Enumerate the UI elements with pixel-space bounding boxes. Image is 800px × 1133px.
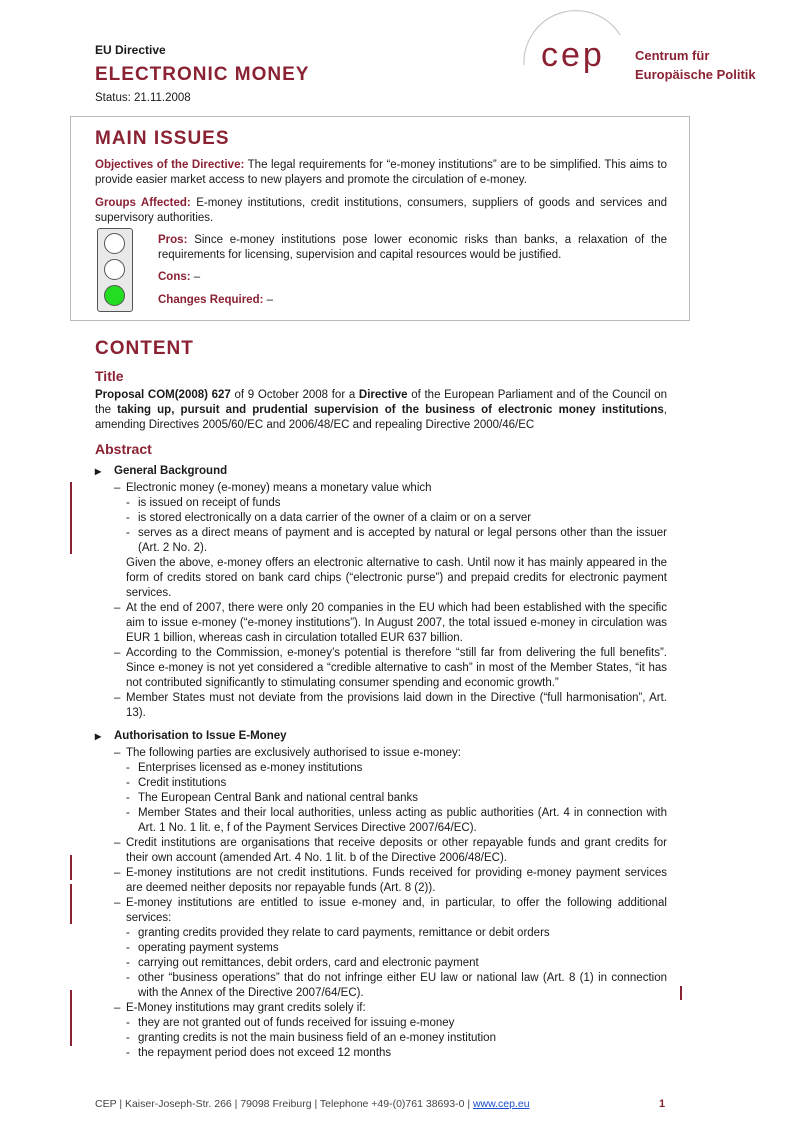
list-item: – At the end of 2007, there were only 20 companies in the EU which had been established with the specific aim to issue e-money (“e-money institutions”). In August 2007, the total issued e-money in circulation was EUR 1 billion, whereas cash in circulation totalled EUR 637 billion. [95,601,667,646]
cons-label: Cons: [158,271,191,283]
abstract-body [95,464,667,1061]
footer-address: CEP | Kaiser-Joseph-Str. 266 | 79098 Freiburg | Telephone +49-(0)761 38693-0 | [95,1098,473,1110]
section-heading-general-background: ▸ General Background [95,464,667,479]
changes-label: Changes Required: [158,294,264,306]
sub-list-item: - granting credits provided they relate to card payments, remittance or debit orders [95,926,667,941]
continuation-paragraph: Given the above, e-money offers an electronic alternative to cash. Until now it has mainly appeared in the form of credits stored on bank card chips (“electronic purse”) and prepaid credits for electronic payment services. [126,557,667,599]
header-kicker: EU Directive [95,43,166,57]
change-bar [680,986,682,1000]
change-bar [70,990,72,1046]
proposal-text-3: , amending Directives 2005/60/EC and 2006/48/EC and repealing Directive 2000/46/EC [95,404,667,431]
footer [95,1098,530,1110]
cons-line [158,271,200,283]
logo-name-line1: Centrum für [635,48,710,63]
pros-text: Since e-money institutions pose lower economic risks than banks, a relaxation of the requirements for licensing, supervision and capital resources would be justified. [158,234,667,261]
content-title: CONTENT [95,338,194,359]
sub-list-item: - Enterprises licensed as e-money institutions [95,761,667,776]
pros-paragraph [158,233,667,263]
sub-list-item: - serves as a direct means of payment and is accepted by natural or legal persons other than the issuer (Art. 2 No. 2). [95,526,667,556]
footer-website-link[interactable]: www.cep.eu [472,1098,530,1110]
objectives-text: The legal requirements for “e-money institutions” are to be simplified. This aims to provide easier market access to new players and promote the circulation of e-money. [95,159,667,186]
section-heading-authorisation: ▸ Authorisation to Issue E-Money [95,729,667,744]
sub-list-item: - other “business operations” that do not infringe either EU law or national law (Art. 8 (1) in connection with the Annex of the Directive 2007/64/EC). [95,971,667,1001]
traffic-light-red-lamp [104,233,125,254]
logo-name-line2: Europäische Politik [635,67,756,82]
objectives-label: Objectives of the Directive: [95,159,245,171]
list-item: – E-money institutions are not credit institutions. Funds received for providing e-money payment services are deemed neither deposits nor repayable funds (Art. 8 (2)). [95,866,667,896]
groups-label: Groups Affected: [95,197,191,209]
sub-list-item: - operating payment systems [95,941,667,956]
groups-text: E-money institutions, credit institutions, consumers, suppliers of goods and services and supervisory authorities. [95,197,667,224]
sub-list-item: - Member States and their local authorities, unless acting as public authorities (Art. 4 in connection with Art. 1 No. 1 lit. e, f of the Payment Services Directive 2007/64/EC). [95,806,667,836]
change-bar [70,855,72,880]
sub-list-item: - is stored electronically on a data carrier of the owner of a claim or on a server [95,511,667,526]
list-item: – E-money institutions are entitled to issue e-money and, in particular, to offer the following additional services: [95,896,667,926]
proposal-directive: Directive [358,389,408,401]
cep-logo-name [635,46,756,84]
groups-affected-paragraph [95,196,667,226]
proposal-text-1: of 9 October 2008 for a [230,389,359,401]
proposal-subject: taking up, pursuit and prudential supervision of the business of electronic money institutions [117,404,664,416]
traffic-light-green-lamp [104,285,125,306]
cep-logo: cep [541,36,605,74]
cons-text: – [190,271,201,283]
status-date: Status: 21.11.2008 [95,92,191,104]
list-item: – Member States must not deviate from the provisions laid down in the Directive (“full harmonisation”, Art. 13). [95,691,667,721]
change-bar [70,482,72,554]
change-bar [70,884,72,924]
changes-text: – [263,294,274,306]
sub-list-item: - granting credits is not the main business field of an e-money institution [95,1031,667,1046]
sub-list-item: - is issued on receipt of funds [95,496,667,511]
traffic-light-yellow-lamp [104,259,125,280]
objectives-paragraph [95,158,667,188]
page-number: 1 [659,1098,666,1110]
sub-list-item: - the repayment period does not exceed 12 months [95,1046,667,1061]
abstract-subheading: Abstract [95,441,152,457]
proposal-text-2: of the European Parliament and of the Council on the [95,389,667,416]
pros-label: Pros: [158,234,188,246]
document-title: ELECTRONIC MONEY [95,64,310,85]
proposal-ref: Proposal COM(2008) 627 [95,389,231,401]
list-item: – The following parties are exclusively authorised to issue e-money: [95,746,667,761]
proposal-paragraph [95,388,667,433]
sub-list-item: - they are not granted out of funds received for issuing e-money [95,1016,667,1031]
changes-required-line [158,294,273,306]
list-item: – E-Money institutions may grant credits solely if: [95,1001,667,1016]
title-subheading: Title [95,368,124,384]
sub-list-item: - The European Central Bank and national central banks [95,791,667,806]
sub-list-item: - Credit institutions [95,776,667,791]
list-item: – Credit institutions are organisations that receive deposits or other repayable funds and grant credits for their own account (amended Art. 4 No. 1 lit. b of the Directive 2006/48/EC). [95,836,667,866]
traffic-light-icon [97,228,133,312]
list-item: – According to the Commission, e-money’s potential is therefore “still far from delivering the full benefits”. Since e-money is not yet considered a “credible alternative to cash” in most of the Member States, “it has not contributed significantly to stimulating consumer spending and economic growth.” [95,646,667,691]
list-item: – Electronic money (e-money) means a monetary value which [95,481,667,496]
main-issues-title: MAIN ISSUES [95,128,230,149]
sub-list-item: - carrying out remittances, debit orders, card and electronic payment [95,956,667,971]
